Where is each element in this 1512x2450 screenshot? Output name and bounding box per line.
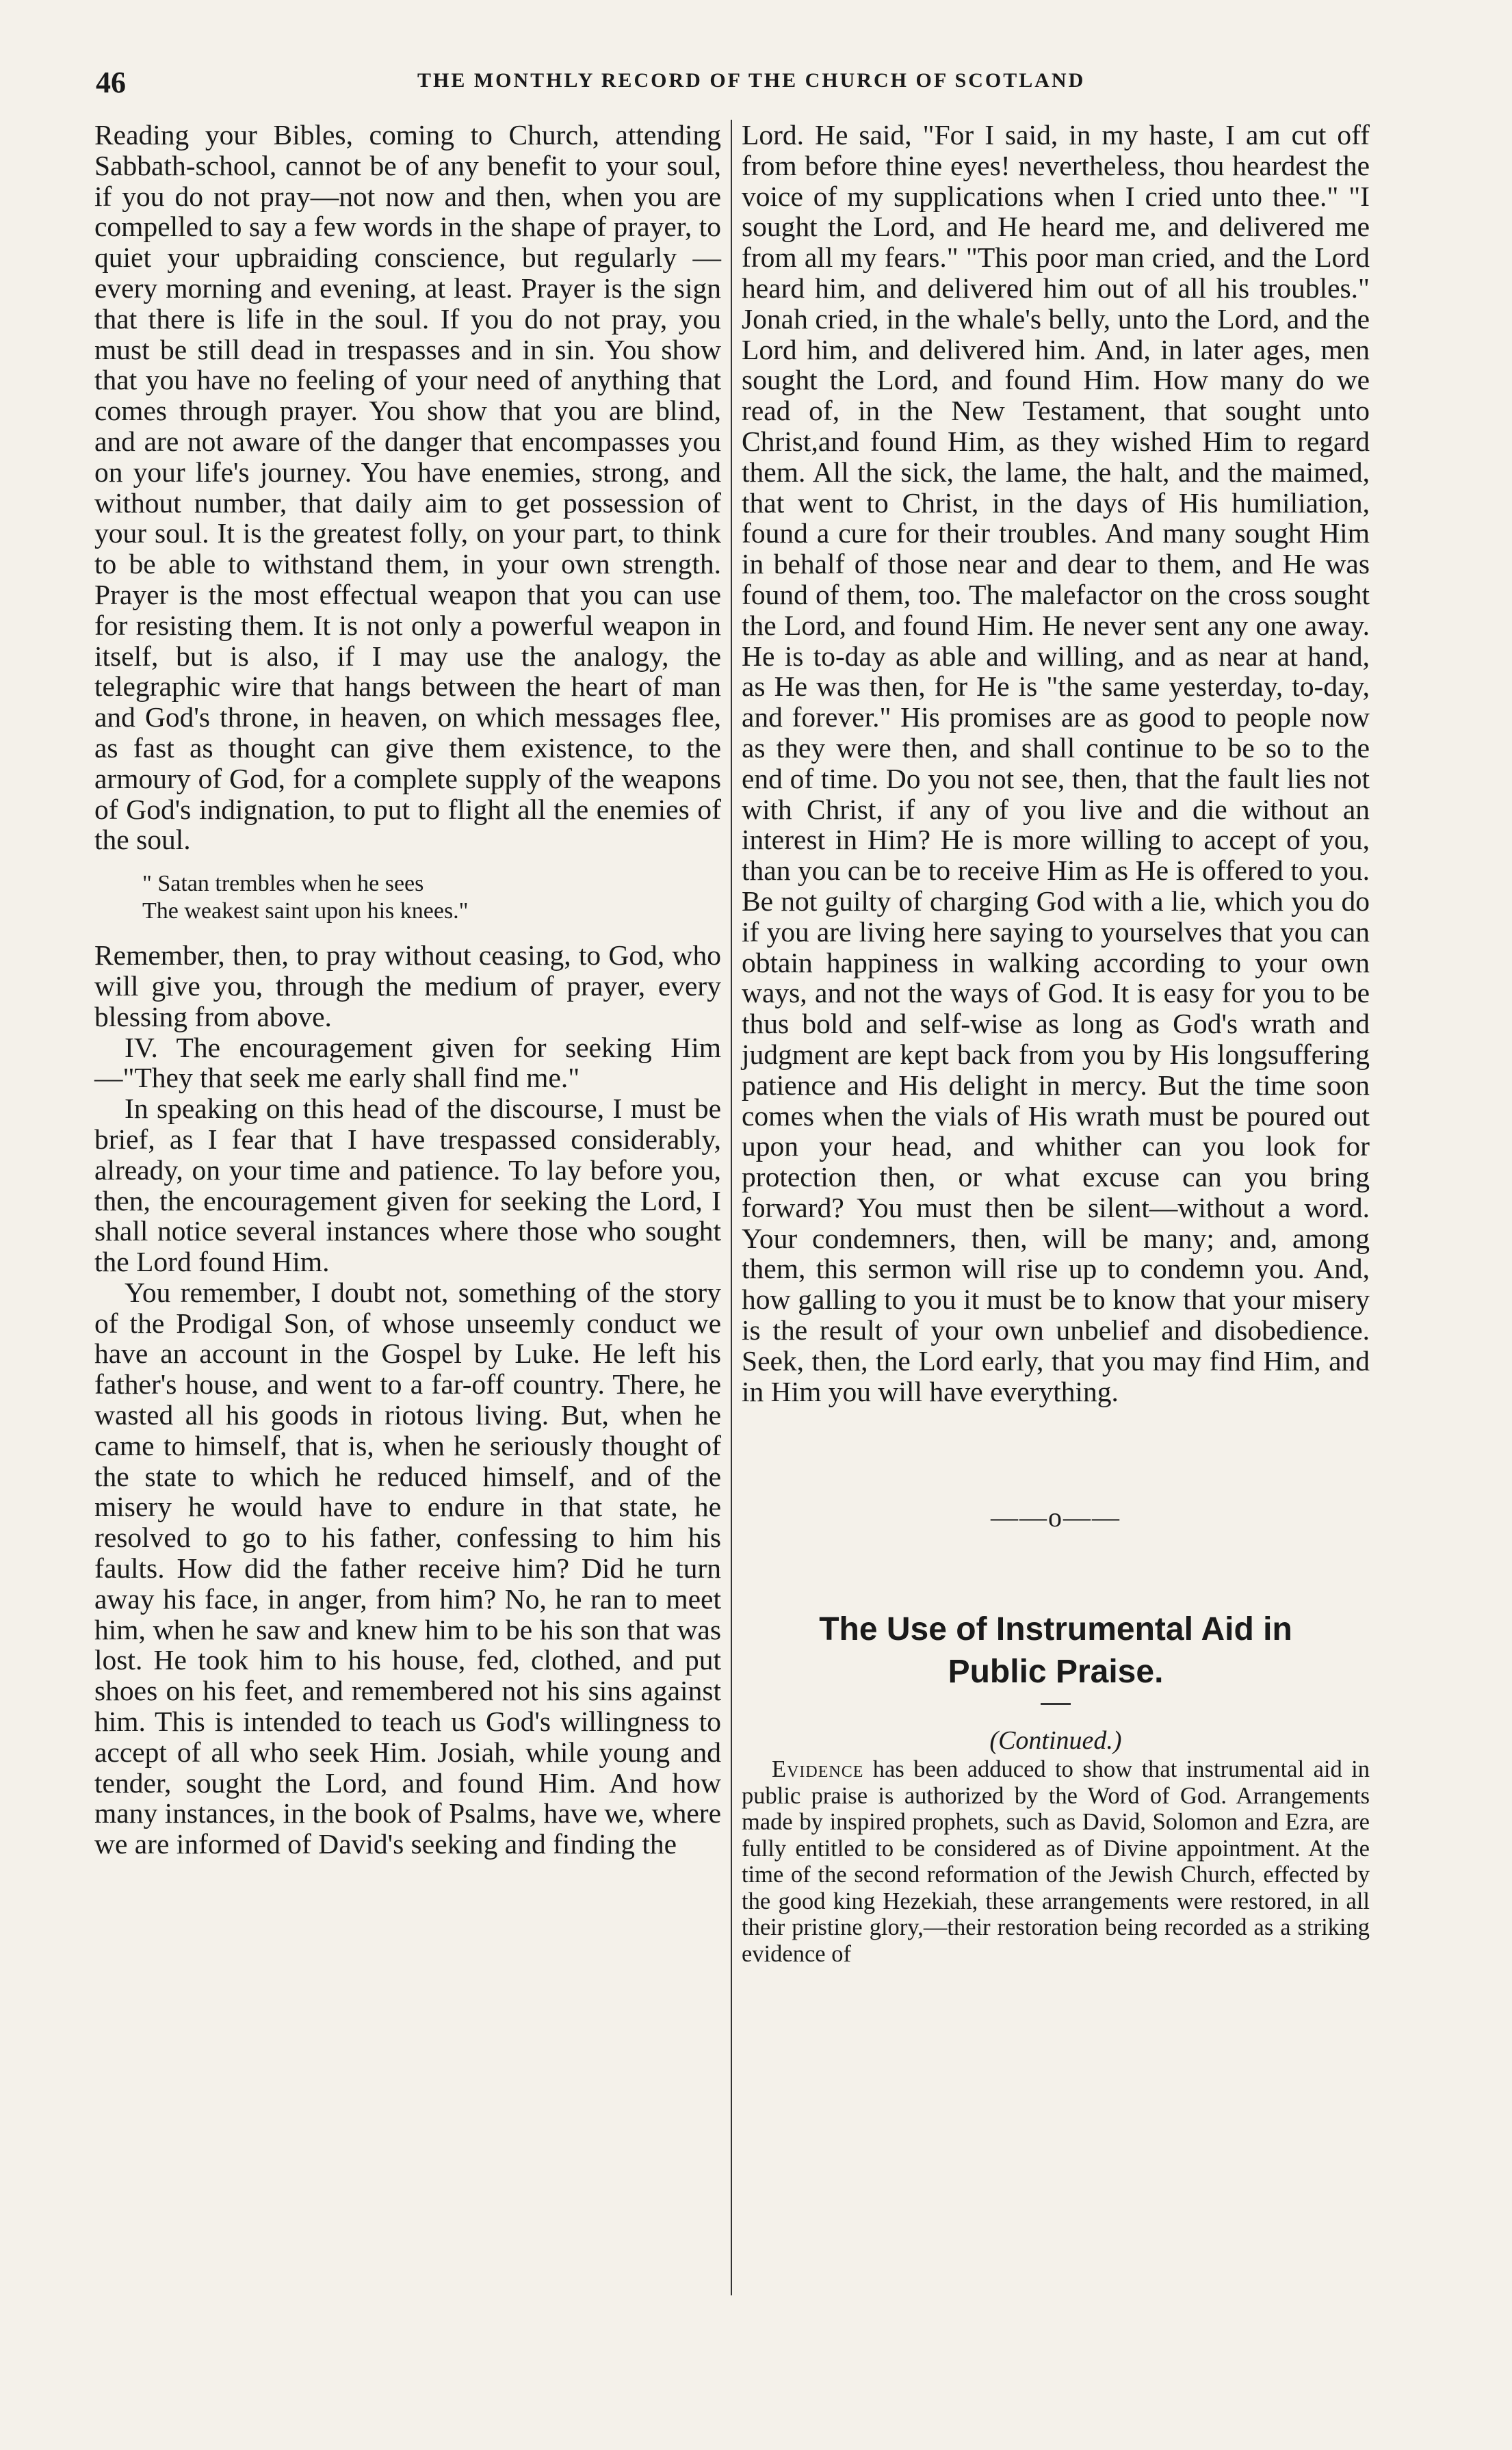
paragraph-prayer: Reading your Bibles, coming to Church, attending Sabbath-school, cannot be of any benefit to your soul, if you do not pray—not now and then, when you are compelled to say a few words in the shape of prayer, to quiet your upbraiding conscience, but regularly —every morning and evening, at least. Prayer is the sign that there is life in the soul. If you do not pray, you must be still dead in trespasses and in sin. You show that you have no feeling of your need of anything that comes through prayer. You show that you are blind, and are not aware of the danger that encompasses you on your life's journey. You have enemies, strong, and without number, that daily aim to get possession of your soul. It is the greatest folly, on your part, to think to be able to withstand them, in your own strength. Prayer is the most effectual weapon that you can use for resisting them. It is not only a powerful weapon in itself, but is also, if I may use the analogy, the telegraphic wire that hangs between the heart of man and God's throne, in heaven, on which messages flee, as fast as thought can give them existence, to the armoury of God, for a complete supply of the weapons of God's indignation, to put to flight all the enemies of the soul.	[94, 119, 721, 856]
section-separator: ——o——	[991, 1502, 1121, 1533]
page-number: 46	[96, 66, 126, 99]
article-title	[742, 1608, 1370, 1693]
paragraph-speaking: In speaking on this head of the discourse, I must be brief, as I fear that I have trespassed considerably, already, on your time and patience. To lay before you, then, the encouragement given for seeking the Lord, I shall notice several instances where those who sought the Lord found Him.	[94, 1093, 721, 1278]
column-divider	[731, 120, 732, 2295]
paragraph-remember: Remember, then, to pray without ceasing, to God, who will give you, through the medium of prayer, every blessing from above.	[94, 939, 721, 1032]
continued-note: (Continued.)	[989, 1726, 1122, 1756]
quote-line: The weakest saint upon his knees."	[142, 898, 469, 924]
lead-word: Evidence	[772, 1756, 864, 1783]
running-title: THE MONTHLY RECORD OF THE CHURCH OF SCOTLAND	[417, 69, 1086, 92]
left-column	[94, 120, 721, 1860]
paragraph-encouragement-heading: IV. The encouragement given for seeking Him—"They that seek me early shall find me."	[94, 1031, 721, 1094]
page-header	[96, 65, 1361, 106]
quote-line: " Satan trembles when he sees	[142, 871, 424, 897]
paragraph-body: has been adduced to show that instrumental aid in public praise is authorized by the Word of God. Arrangements made by inspired prophets, such as David, Solomon and Ezra, are fully entitled to be considered as of Divine appointment. At the time of the second reformation of the Jewish Church, effected by the good king Hezekiah, these arrangements were restored, in all their pristine glory,—their restoration being recorded as a striking evidence of	[742, 1756, 1370, 1967]
article-title-line: The Use of Instrumental Aid in	[819, 1611, 1292, 1648]
paragraph-instrumental-aid	[742, 1756, 1370, 1967]
verse-quote	[94, 870, 721, 925]
paragraph-prodigal-son: You remember, I doubt not, something of the story of the Prodigal Son, of whose unseemly conduct we have an account in the Gospel by Luke. He left his father's house, and went to a far-off country. There, he wasted all his goods in riotous living. But, when he came to himself, that is, when he seriously thought of the state to which he reduced himself, and of the misery he would have to endure in that state, he resolved to go to his father, confessing to him his faults. How did the father receive him? Did he turn away his face, in anger, from him? No, he ran to meet him, when he saw and knew him to be his son that was lost. He took him to his house, fed, clothed, and put shoes on his feet, and remembered not his sins against him. This is intended to teach us God's willingness to accept of all who seek Him. Josiah, while young and tender, sought the Lord, and found Him. And how many instances, in the book of Psalms, have we, where we are informed of David's seeking and finding the	[94, 1276, 721, 1860]
right-column	[742, 120, 1370, 1967]
title-rule	[1041, 1703, 1071, 1705]
article-title-line: Public Praise.	[948, 1654, 1164, 1691]
paragraph-psalms: Lord. He said, "For I said, in my haste, I am cut off from before thine eyes! nevertheless, thou heardest the voice of my supplications when I cried unto thee." "I sought the Lord, and He heard me, and delivered me from all my fears." "This poor man cried, and the Lord heard him, and delivered him out of all his troubles." Jonah cried, in the whale's belly, unto the Lord, and the Lord him, and delivered him. And, in later ages, men sought the Lord, and found Him. How many do we read of, in the New Testament, that sought unto Christ,and found Him, as they wished Him to regard them. All the sick, the lame, the halt, and the maimed, that went to Christ, in the days of His humiliation, found a cure for their troubles. And many sought Him in behalf of those near and dear to them, and He was found of them, too. The malefactor on the cross sought the Lord, and found Him. He never sent any one away. He is to-day as able and willing, and as near at hand, as He was then, for He is "the same yesterday, to-day, and forever." His promises are as good to people now as they were then, and shall continue to be so to the end of time. Do you not see, then, that the fault lies not with Christ, if any of you live and die without an interest in Him? He is more willing to accept of you, than you can be to receive Him as He is offered to you. Be not guilty of charging God with a lie, which you do if you are living here saying to yourselves that you can obtain happiness in walking according to your own ways, and not the ways of God. It is easy for you to be thus bold and self-wise as long as God's wrath and judgment are kept back from you by His longsuffering patience and His delight in mercy. But the time soon comes when the vials of His wrath must be poured out upon your head, and whither can you look for protection then, or what excuse can you bring forward? You must then be silent—without a word. Your condemners, then, will be many; and, among them, this sermon will rise up to condemn you. And, how galling to you it must be to know that your misery is the result of your own unbelief and disobedience. Seek, then, the Lord early, that you may find Him, and in Him you will have everything.	[742, 119, 1370, 1407]
